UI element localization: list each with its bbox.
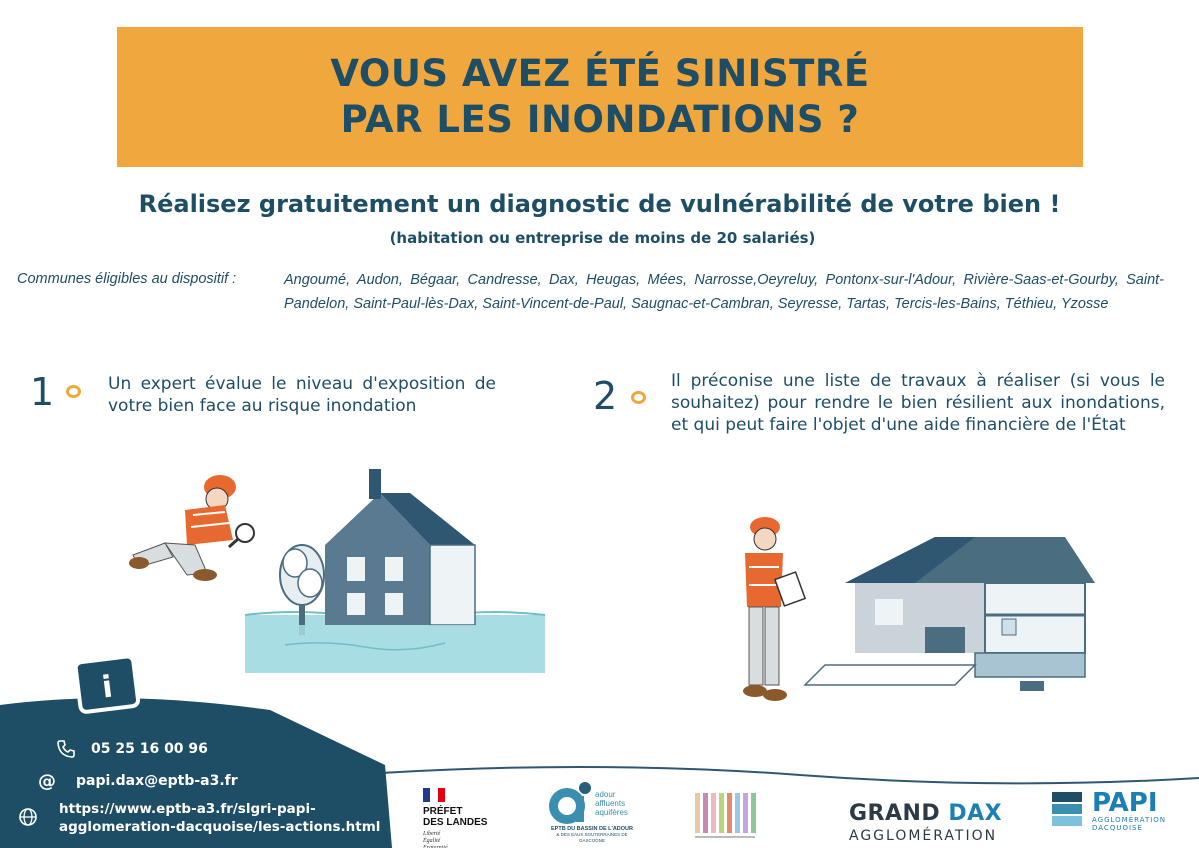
step-2-bullet-icon: [631, 391, 646, 404]
grand-dax-word-dax: DAX: [948, 801, 1003, 826]
website-link-line1: https://www.eptb-a3.fr/slgri-papi-: [59, 801, 316, 817]
a3-line1: adour: [595, 790, 616, 799]
step-2-text: Il préconise une liste de travaux à réaliser (si vous le souhaitez) pour rendre le bien résilient aux inondations, et qui peut faire l'objet d'une aide financière de l'État: [671, 371, 1165, 435]
step-2-number: 2: [593, 374, 618, 418]
marianne-flag-icon: [423, 788, 445, 802]
phone-number[interactable]: 05 25 16 00 96: [91, 741, 208, 757]
grand-dax-logo: [849, 803, 1002, 844]
grand-dax-agglomeration: AGGLOMÉRATION: [849, 828, 998, 844]
eptb-a3-logo: [545, 782, 639, 844]
prefet-line2: DES LANDES: [423, 817, 488, 828]
prefet-line1: PRÉFET: [423, 806, 463, 817]
prefet-motto-3: Fraternité: [423, 845, 448, 848]
expert-with-clipboard-icon: [743, 517, 805, 701]
prefet-motto-1: Liberté: [423, 831, 441, 837]
eptb-caption-2: & DES EAUX SOUTERRAINES DE GASCOGNE: [556, 832, 628, 843]
banner-title: [117, 51, 1083, 143]
papi-wave-icon: [1050, 790, 1086, 830]
step-1-text: Un expert évalue le niveau d'exposition de votre bien face au risque inondation: [108, 374, 496, 416]
house-cross-section-icon: [845, 537, 1095, 691]
papi-title: PAPI: [1092, 788, 1158, 818]
title-banner: [117, 27, 1083, 167]
info-icon: [75, 656, 139, 713]
banner-title-line2: PAR LES INONDATIONS ?: [340, 98, 860, 141]
papi-sub-1: AGGLOMÉRATION: [1092, 816, 1167, 824]
subtitle-note: (habitation ou entreprise de moins de 20 salariés): [389, 229, 816, 247]
communes-list: Angoumé, Audon, Bégaar, Candresse, Dax, Heugas, Mées, Narrosse,Oeyreluy, Pontonx-sur-l'Adour, Rivière-Saas-et-Gourby, Saint-Pandelon, Saint-Paul-lès-Dax, Saint-Vincent-de-Paul, Saugnac-et-Cambran, Seyresse, Tartas, Tercis-les-Bains, Téthieu, Yzosse: [284, 272, 1164, 312]
subtitle: Réalisez gratuitement un diagnostic de vulnérabilité de votre bien !: [138, 190, 1061, 218]
prefet-landes-logo: [423, 788, 487, 848]
house-icon: [325, 469, 475, 625]
website-link[interactable]: [59, 800, 380, 836]
communes-label: Communes éligibles au dispositif :: [17, 271, 237, 287]
svg-text:i: i: [100, 669, 115, 706]
house-diagnostic-illustration: [735, 515, 1095, 725]
eptb-caption-1: EPTB DU BASSIN DE L'ADOUR: [551, 826, 633, 832]
prefet-motto-2: Égalité: [423, 838, 441, 844]
contact-url-row: [17, 800, 380, 836]
step-1-number: 1: [30, 370, 55, 414]
a3-logo-icon: [545, 782, 595, 826]
grand-dax-word-grand: GRAND: [849, 801, 941, 826]
globe-icon: [17, 806, 39, 828]
website-link-line2: agglomeration-dacquoise/les-actions.html: [59, 819, 381, 835]
a3-line2: affluents: [595, 799, 626, 808]
a3-line3: aquifères: [595, 808, 628, 817]
papi-logo: [1050, 790, 1166, 832]
subtitle-note-row: [0, 229, 1199, 247]
colored-bars-icon: [695, 793, 763, 841]
step-1-bullet-icon: [66, 385, 81, 398]
communaute-communes-logo: [695, 793, 763, 846]
contact-email-row: [36, 770, 238, 792]
phone-icon: [55, 738, 77, 760]
papi-sub-2: DACQUOISE: [1092, 824, 1143, 832]
email-link[interactable]: papi.dax@eptb-a3.fr: [76, 773, 238, 789]
expert-with-magnifier-icon: [129, 475, 254, 581]
banner-title-line1: VOUS AVEZ ÉTÉ SINISTRÉ: [330, 52, 870, 95]
contact-phone-row: [55, 738, 208, 760]
at-icon: @: [38, 770, 56, 792]
